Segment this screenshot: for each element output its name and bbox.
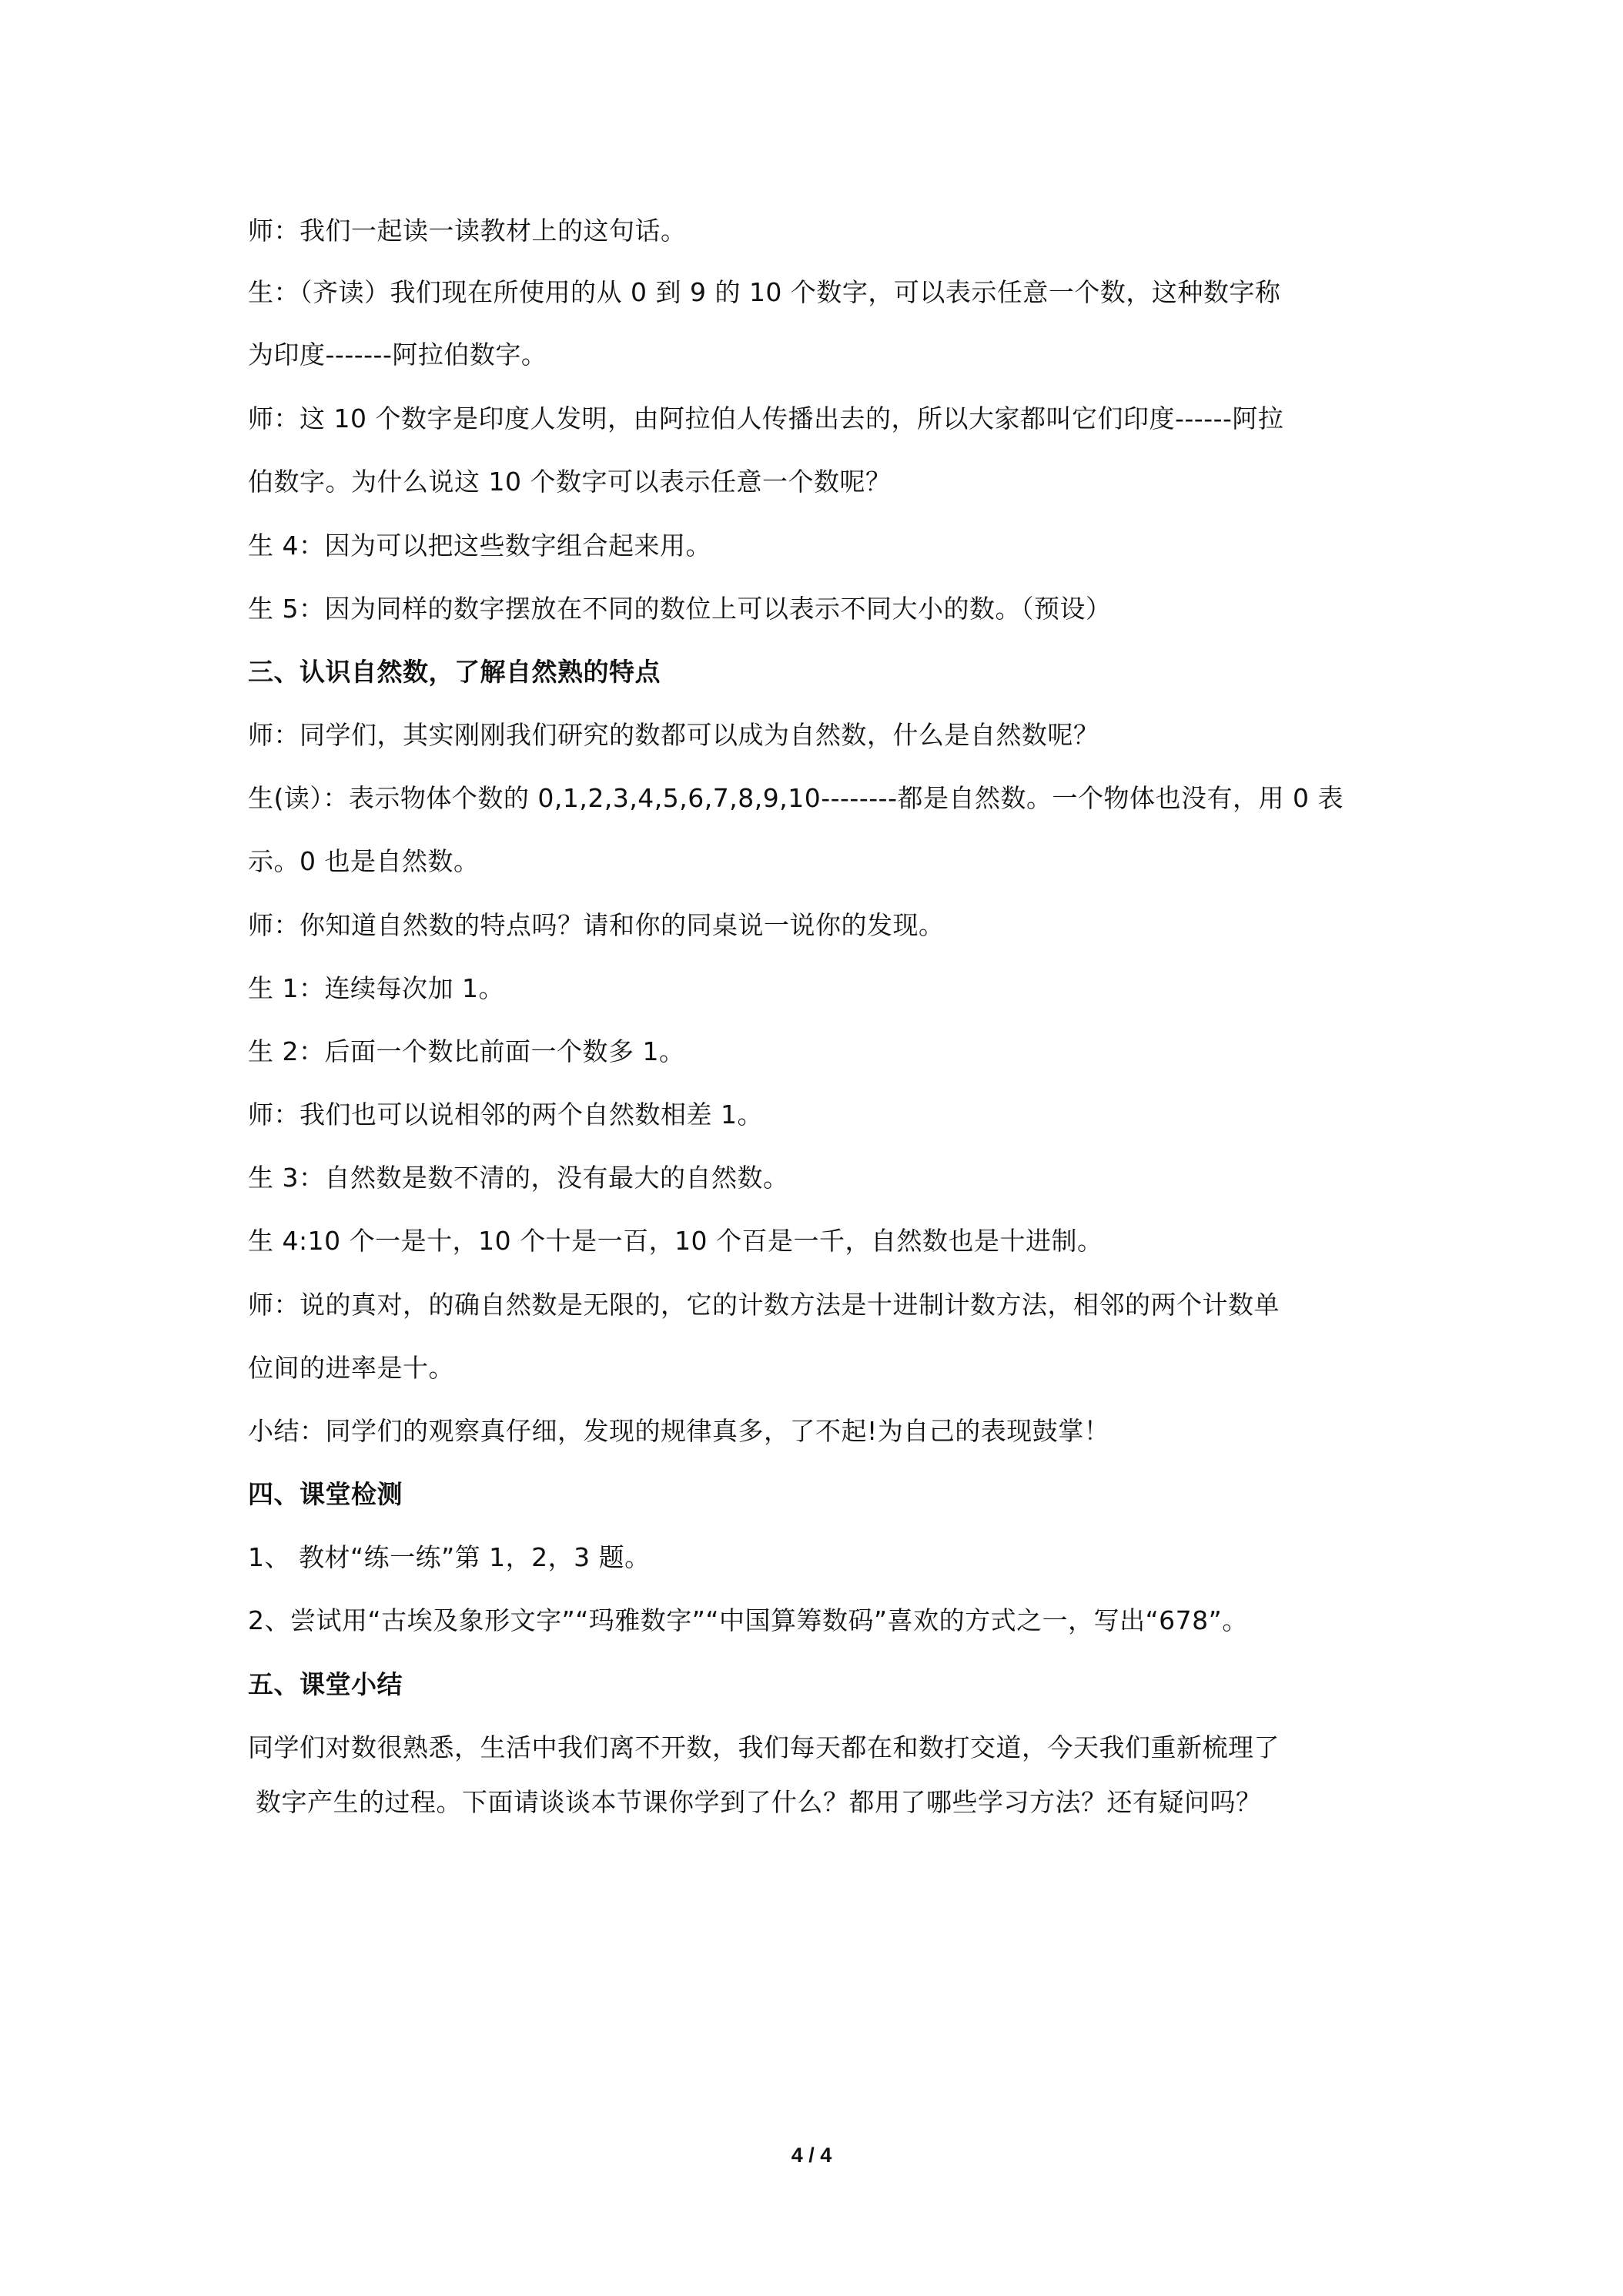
paragraph-line: 小结：同学们的观察真仔细，发现的规律真多，了不起!为自己的表现鼓掌！ (248, 1416, 1110, 1446)
paragraph-line: 生：（齐读）我们现在所使用的从 0 到 9 的 10 个数字，可以表示任意一个数，这种数字称 (248, 277, 1281, 307)
paragraph-line: 师：说的真对，的确自然数是无限的，它的计数方法是十进制计数方法，相邻的两个计数单 (248, 1290, 1280, 1320)
paragraph-line: 师：我们也可以说相邻的两个自然数相差 1。 (248, 1099, 763, 1130)
paragraph-line: 师：同学们，其实刚刚我们研究的数都可以成为自然数，什么是自然数呢？ (248, 720, 1099, 750)
section-heading: 三、认识自然数，了解自然熟的特点 (248, 657, 661, 687)
paragraph-line: 生 4:10 个一是十，10 个十是一百，10 个百是一千，自然数也是十进制。 (248, 1226, 1103, 1256)
paragraph-line: 师：我们一起读一读教材上的这句话。 (248, 216, 687, 246)
list-item: 2、尝试用“古埃及象形文字”“玛雅数字”“中国算筹数码”喜欢的方式之一，写出“678”。 (248, 1605, 1248, 1635)
page-number: 4 / 4 (791, 2144, 832, 2167)
paragraph-line: 示。0 也是自然数。 (248, 846, 480, 876)
section-heading: 五、课堂小结 (248, 1669, 403, 1699)
list-item: 1、 教材“练一练”第 1，2，3 题。 (248, 1542, 651, 1572)
paragraph-line: 伯数字。为什么说这 10 个数字可以表示任意一个数呢？ (248, 467, 892, 497)
section-heading: 四、课堂检测 (248, 1479, 403, 1509)
paragraph-line: 同学们对数很熟悉，生活中我们离不开数，我们每天都在和数打交道，今天我们重新梳理了 (248, 1732, 1280, 1762)
paragraph-line: 生(读）：表示物体个数的 0,1,2,3,4,5,6,7,8,9,10--------都是自然数。一个物体也没有，用 0 表 (248, 783, 1344, 813)
paragraph-line: 生 5：因为同样的数字摆放在不同的数位上可以表示不同大小的数。（预设） (248, 594, 1112, 624)
paragraph-line: 生 3：自然数是数不清的，没有最大的自然数。 (248, 1163, 789, 1193)
paragraph-line: 师：你知道自然数的特点吗？请和你的同桌说一说你的发现。 (248, 910, 945, 940)
paragraph-line: 生 4：因为可以把这些数字组合起来用。 (248, 530, 711, 561)
paragraph-line: 数字产生的过程。下面请谈谈本节课你学到了什么？都用了哪些学习方法？还有疑问吗？ (256, 1787, 1262, 1817)
paragraph-line: 生 1：连续每次加 1。 (248, 973, 504, 1003)
paragraph-line: 师：这 10 个数字是印度人发明，由阿拉伯人传播出去的，所以大家都叫它们印度------阿拉 (248, 403, 1284, 433)
paragraph-line: 位间的进率是十。 (248, 1353, 454, 1383)
paragraph-line: 为印度-------阿拉伯数字。 (248, 340, 547, 370)
paragraph-line: 生 2：后面一个数比前面一个数多 1。 (248, 1036, 685, 1066)
